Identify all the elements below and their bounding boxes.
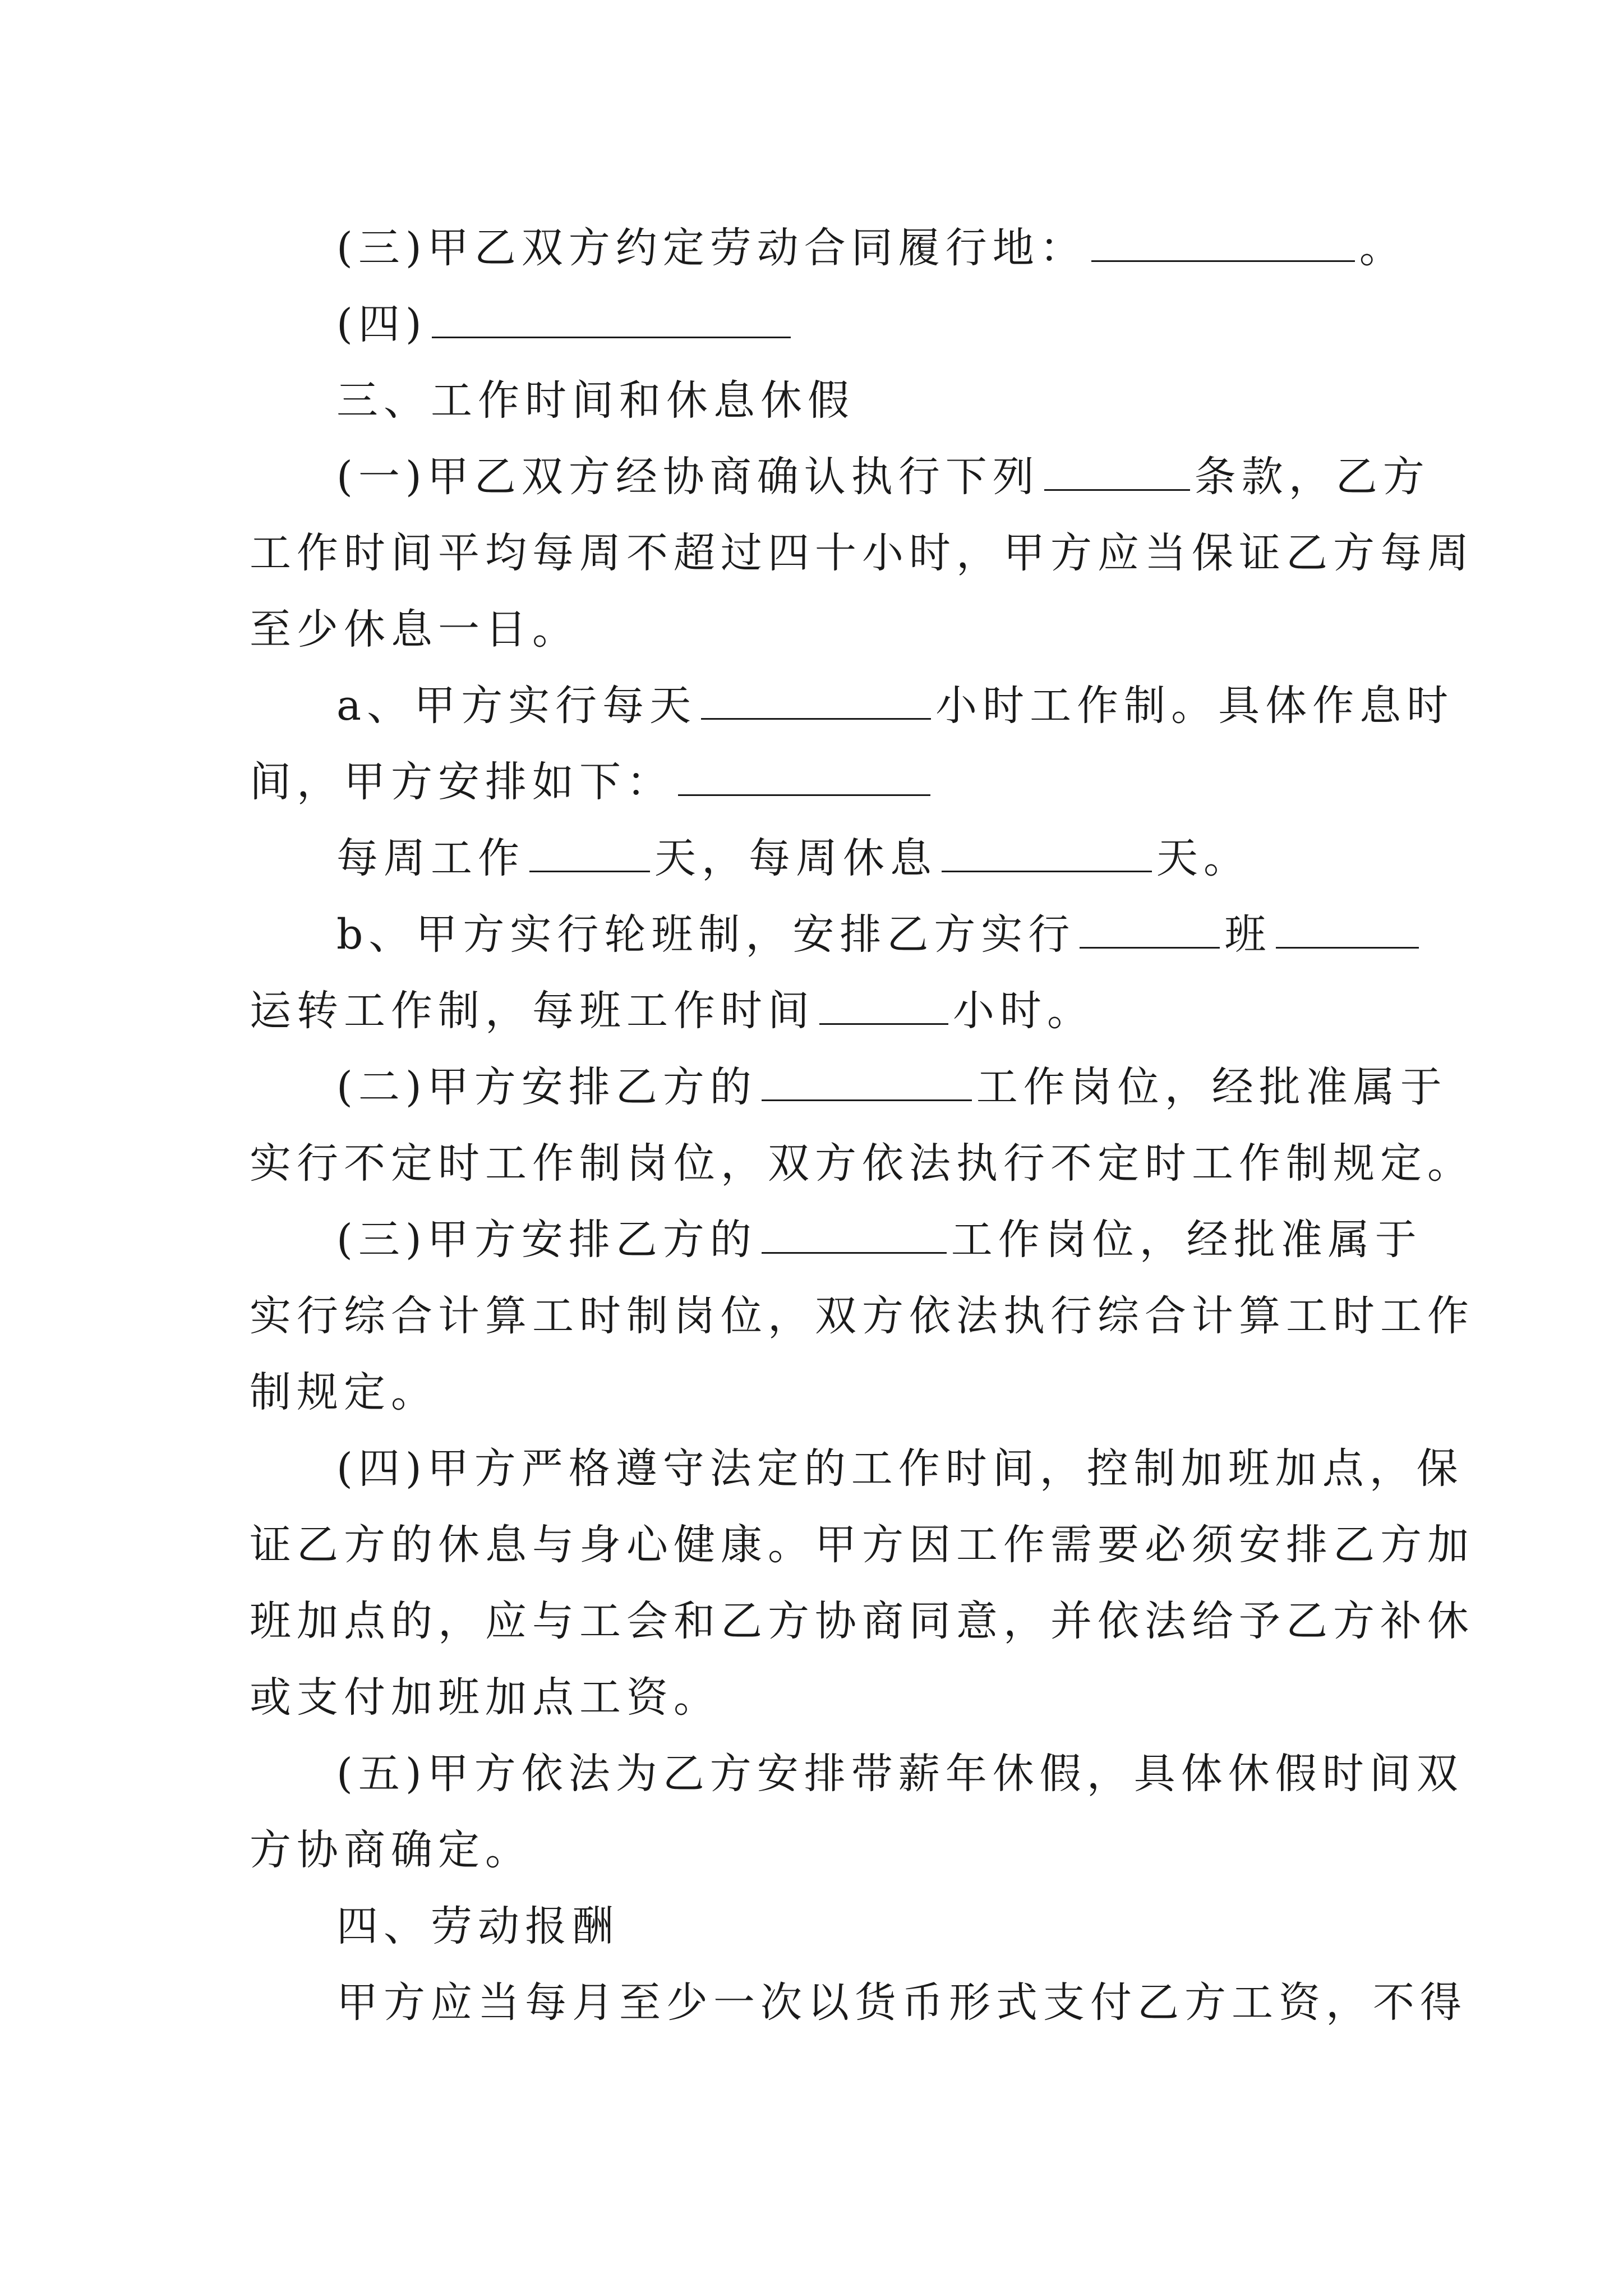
paragraph-line	[250, 525, 1474, 581]
blank-field	[529, 830, 650, 872]
text-segment: 天，每周休息	[654, 834, 937, 882]
blank-field	[942, 830, 1152, 872]
text-segment: (四)	[336, 300, 427, 348]
text-segment: 工作岗位，经批准属于	[951, 1216, 1422, 1264]
clause-3-3-line	[336, 220, 1407, 276]
section-heading	[336, 1898, 1396, 1954]
text-segment: 证乙方的休息与身心健康。甲方因工作需要必须安排乙方加	[250, 1521, 1474, 1569]
text-segment: (三)甲乙双方约定劳动合同履行地：	[336, 224, 1087, 272]
paragraph-line	[336, 830, 1396, 886]
text-segment: (四)甲方严格遵守法定的工作时间，控制加班加点，保	[336, 1444, 1464, 1493]
text-segment: (一)甲乙双方经协商确认执行下列	[336, 453, 1040, 501]
text-segment: 天。	[1156, 834, 1251, 882]
paragraph-line	[250, 1822, 1394, 1878]
text-segment: 制规定。	[250, 1368, 438, 1416]
text-segment: 工作时间平均每周不超过四十小时，甲方应当保证乙方每周	[250, 529, 1474, 577]
text-segment: 小时工作制。具体作息时	[935, 682, 1454, 730]
paragraph-line	[336, 1059, 1447, 1115]
text-segment: 班	[1224, 910, 1272, 959]
paragraph-line	[250, 1288, 1474, 1344]
section-heading	[336, 372, 1396, 429]
text-segment: 。	[1359, 224, 1407, 272]
text-segment: 方协商确定。	[250, 1826, 532, 1874]
text-segment: 每周工作	[336, 834, 525, 882]
paragraph-line	[336, 449, 1430, 505]
text-segment: 甲方应当每月至少一次以货币形式支付乙方工资，不得	[336, 1978, 1467, 2027]
paragraph-line	[250, 1517, 1474, 1573]
paragraph-line	[336, 678, 1454, 734]
text-segment: 班加点的，应与工会和乙方协商同意，并依法给予乙方补休	[250, 1597, 1474, 1645]
text-segment: 工作岗位，经批准属于	[976, 1063, 1447, 1111]
blank-field	[1276, 907, 1419, 949]
paragraph-line	[250, 1364, 1394, 1420]
clause-3-4-line	[336, 296, 1396, 352]
text-segment: b、甲方实行轮班制，安排乙方实行	[336, 910, 1076, 959]
paragraph-line	[250, 601, 1394, 657]
paragraph-line	[250, 1135, 1474, 1191]
text-segment: 间，甲方安排如下：	[250, 758, 674, 806]
blank-field	[1091, 220, 1355, 262]
blank-field	[819, 983, 948, 1025]
paragraph-line	[336, 1975, 1467, 2031]
text-segment: 三、工作时间和休息休假	[336, 376, 855, 425]
paragraph-line	[250, 754, 1394, 810]
blank-field	[432, 296, 791, 338]
text-segment: 条款，乙方	[1194, 453, 1430, 501]
text-segment: 小时。	[953, 987, 1094, 1035]
blank-field	[762, 1212, 947, 1254]
paragraph-line	[250, 1593, 1474, 1649]
blank-field	[1080, 907, 1220, 949]
text-segment: 四、劳动报酬	[336, 1902, 619, 1950]
text-segment: (三)甲方安排乙方的	[336, 1216, 757, 1264]
paragraph-line	[250, 983, 1394, 1039]
paragraph-line	[336, 907, 1396, 963]
blank-field	[701, 678, 931, 720]
paragraph-line	[336, 1212, 1422, 1268]
text-segment: (五)甲方依法为乙方安排带薪年休假，具体休假时间双	[336, 1750, 1464, 1798]
blank-field	[678, 754, 930, 796]
text-segment: 运转工作制，每班工作时间	[250, 987, 815, 1035]
paragraph-line	[250, 1669, 1394, 1726]
paragraph-line	[336, 1441, 1464, 1497]
text-segment: (二)甲方安排乙方的	[336, 1063, 757, 1111]
blank-field	[762, 1059, 972, 1101]
text-segment: 至少休息一日。	[250, 605, 579, 654]
text-segment: a、甲方实行每天	[336, 682, 697, 730]
paragraph-line	[336, 1746, 1464, 1802]
text-segment: 实行不定时工作制岗位，双方依法执行不定时工作制规定。	[250, 1139, 1474, 1188]
text-segment: 实行综合计算工时制岗位，双方依法执行综合计算工时工作	[250, 1292, 1474, 1340]
blank-field	[1044, 449, 1190, 491]
text-segment: 或支付加班加点工资。	[250, 1673, 721, 1722]
